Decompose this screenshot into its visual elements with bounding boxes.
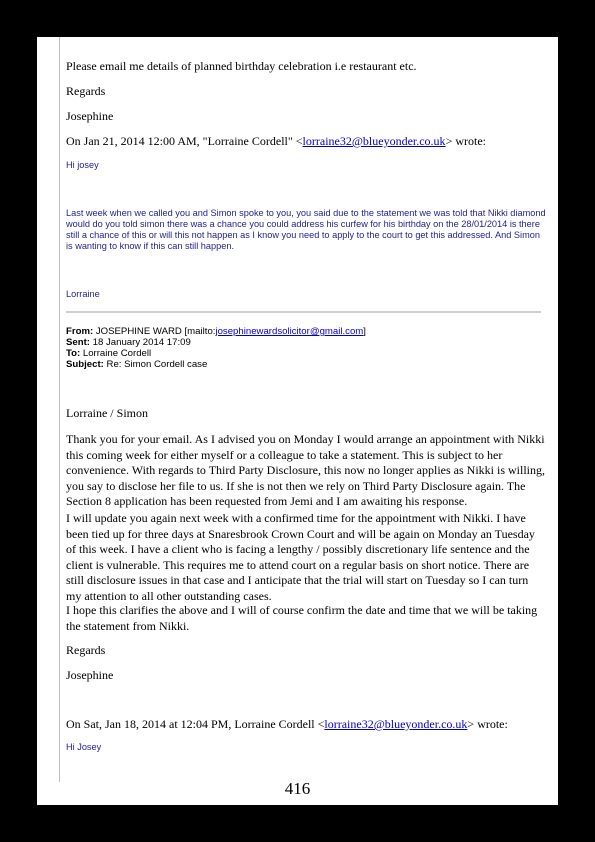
paragraph-3: I hope this clarifies the above and I will of course confirm the date and time that we will be taking the statement from Nikki.: [66, 603, 538, 633]
header-to: To: Lorraine Cordell: [66, 348, 152, 359]
quote-attribution: On Sat, Jan 18, 2014 at 12:04 PM, Lorraine Cordell <lorraine32@blueyonder.co.uk> wrote:: [66, 717, 508, 731]
quote-attribution: On Jan 21, 2014 12:00 AM, "Lorraine Cordell" <lorraine32@blueyonder.co.uk> wrote:: [66, 134, 486, 148]
header-subject: Subject: Re: Simon Cordell case: [66, 359, 208, 370]
email-link[interactable]: lorraine32@blueyonder.co.uk: [324, 717, 468, 731]
quoted-signoff: Lorraine: [66, 289, 100, 299]
signature-name: Josephine: [66, 668, 114, 682]
regards-text: Regards: [66, 84, 106, 98]
quoted-body: Last week when we called you and Simon spoke to you, you said due to the statement we was told that Nikki diamond would do you told simon there was a chance you could address his curfew for his birthday on the 28/01/2014 is there still a chance of this or will this not happen as I know you need to apply to the court to get this addressed. And Simon is wanting to know if this can still happen.: [66, 208, 546, 251]
quoted-greeting: Hi Josey: [66, 742, 102, 752]
document-page: [37, 37, 558, 805]
regards-text: Regards: [66, 643, 106, 657]
page-number: 416: [284, 779, 311, 798]
paragraph-1: Thank you for your email. As I advised you on Monday I would arrange an appointment with Nikki this coming week for either myself or a colleague to take a statement. This is subject to her convenience. With regards to Third Party Disclosure, this now no longer applies as Nikki is willing, you say to disclose her file to us. If she is not then we rely on Third Party Disclosure again. The Section 8 application has been requested from Jemi and I am awaiting his response.: [66, 432, 545, 508]
quote-margin-line: [59, 37, 60, 782]
separator-line: [66, 311, 541, 313]
header-sent: Sent: 18 January 2014 17:09: [66, 337, 191, 348]
paragraph-2: I will update you again next week with a confirmed time for the appointment with Nikki. I have been tied up for three days at Snaresbrook Crown Court and will be again on Monday an Tuesday of this week. I have a client who is facing a lengthy / possibly discretionary life sentence and the client is vulnerable. This requires me to attend court on a regular basis on short notice. There are still disclosure issues in that case and I anticipate that the trial will start on Tuesday so I can turn my attention to all other outstanding cases.: [66, 511, 535, 603]
salutation: Lorraine / Simon: [66, 406, 148, 420]
quoted-greeting: Hi josey: [66, 160, 99, 170]
request-line: Please email me details of planned birthday celebration i.e restaurant etc.: [66, 59, 417, 73]
email-link[interactable]: josephinewardsolicitor@gmail.com: [215, 326, 364, 337]
header-from: From: JOSEPHINE WARD [mailto:josephinewardsolicitor@gmail.com]: [66, 326, 366, 337]
signature-name: Josephine: [66, 109, 114, 123]
email-link[interactable]: lorraine32@blueyonder.co.uk: [302, 134, 446, 148]
